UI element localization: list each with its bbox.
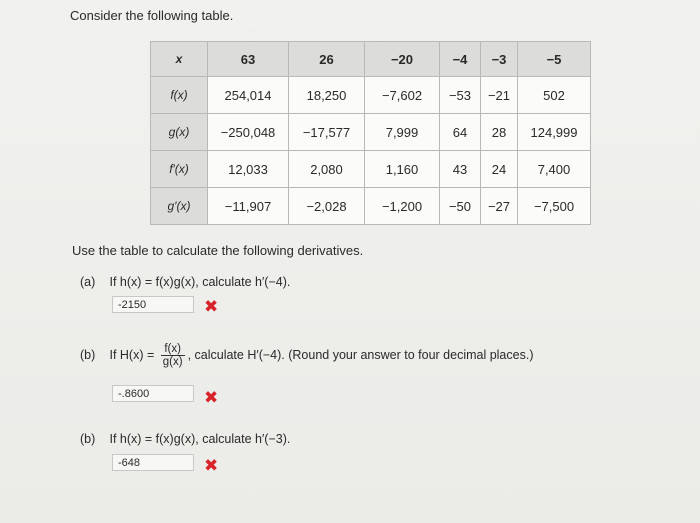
table-cell: 7,999 [365, 114, 440, 151]
table-cell: −27 [481, 188, 518, 225]
instruction-text: Use the table to calculate the following derivatives. [72, 243, 364, 258]
table-cell: 502 [518, 77, 591, 114]
table-cell: 124,999 [518, 114, 591, 151]
table-header-cell: −4 [440, 42, 481, 77]
table-cell: 24 [481, 151, 518, 188]
incorrect-icon: ✖ [204, 388, 219, 407]
table-row [151, 151, 591, 188]
fraction-denominator: g(x) [162, 356, 183, 368]
table-cell: 64 [440, 114, 481, 151]
table-cell: −53 [440, 77, 481, 114]
part-b2-label: (b) [80, 432, 96, 446]
table-cell: −21 [481, 77, 518, 114]
table-cell: 2,080 [289, 151, 365, 188]
table-cell: −250,048 [208, 114, 289, 151]
table-cell: −11,907 [208, 188, 289, 225]
page-heading: Consider the following table. [70, 8, 234, 23]
table-cell: 28 [481, 114, 518, 151]
incorrect-icon: ✖ [204, 297, 219, 316]
table-header-cell: −20 [365, 42, 440, 77]
part-b2-question [80, 432, 290, 446]
quotient-fraction [161, 343, 185, 368]
fraction-numerator: f(x) [161, 343, 185, 356]
incorrect-icon: ✖ [204, 456, 219, 475]
table-cell: −17,577 [289, 114, 365, 151]
table-cell: 43 [440, 151, 481, 188]
table-header-cell: −5 [518, 42, 591, 77]
part-b2-answer-field[interactable]: -648 [112, 454, 194, 471]
part-a-answer-field[interactable]: -2150 [112, 296, 194, 313]
part-b-prefix: If H(x) = [109, 347, 155, 362]
table-row [151, 77, 591, 114]
table-cell: −7,602 [365, 77, 440, 114]
table-row-label: g′(x) [151, 188, 208, 225]
table-cell: 1,160 [365, 151, 440, 188]
table-header-cell: 63 [208, 42, 289, 77]
table-cell: −1,200 [365, 188, 440, 225]
part-a-text: If h(x) = f(x)g(x), calculate h′(−4). [109, 275, 291, 289]
values-table [150, 41, 591, 225]
part-b-suffix: , calculate H′(−4). (Round your answer to four decimal places.) [187, 347, 534, 362]
table-cell: 7,400 [518, 151, 591, 188]
table-header-cell: 26 [289, 42, 365, 77]
table-cell: −2,028 [289, 188, 365, 225]
part-a-question [80, 275, 290, 289]
part-b-label: (b) [80, 347, 96, 362]
part-b-question [80, 343, 533, 368]
table-cell: −7,500 [518, 188, 591, 225]
table-cell: 254,014 [208, 77, 289, 114]
table-cell: 12,033 [208, 151, 289, 188]
part-a-label: (a) [80, 275, 96, 289]
table-row [151, 188, 591, 225]
table-cell: 18,250 [289, 77, 365, 114]
table-header-row [151, 42, 591, 77]
table-header-cell: −3 [481, 42, 518, 77]
table-row-label: f′(x) [151, 151, 208, 188]
part-b2-text: If h(x) = f(x)g(x), calculate h′(−3). [109, 432, 291, 446]
part-b-answer-field[interactable]: -.8600 [112, 385, 194, 402]
table-row-label: g(x) [151, 114, 208, 151]
table-cell: −50 [440, 188, 481, 225]
table-row-label: f(x) [151, 77, 208, 114]
table-row [151, 114, 591, 151]
table-header-cell: x [151, 42, 208, 77]
